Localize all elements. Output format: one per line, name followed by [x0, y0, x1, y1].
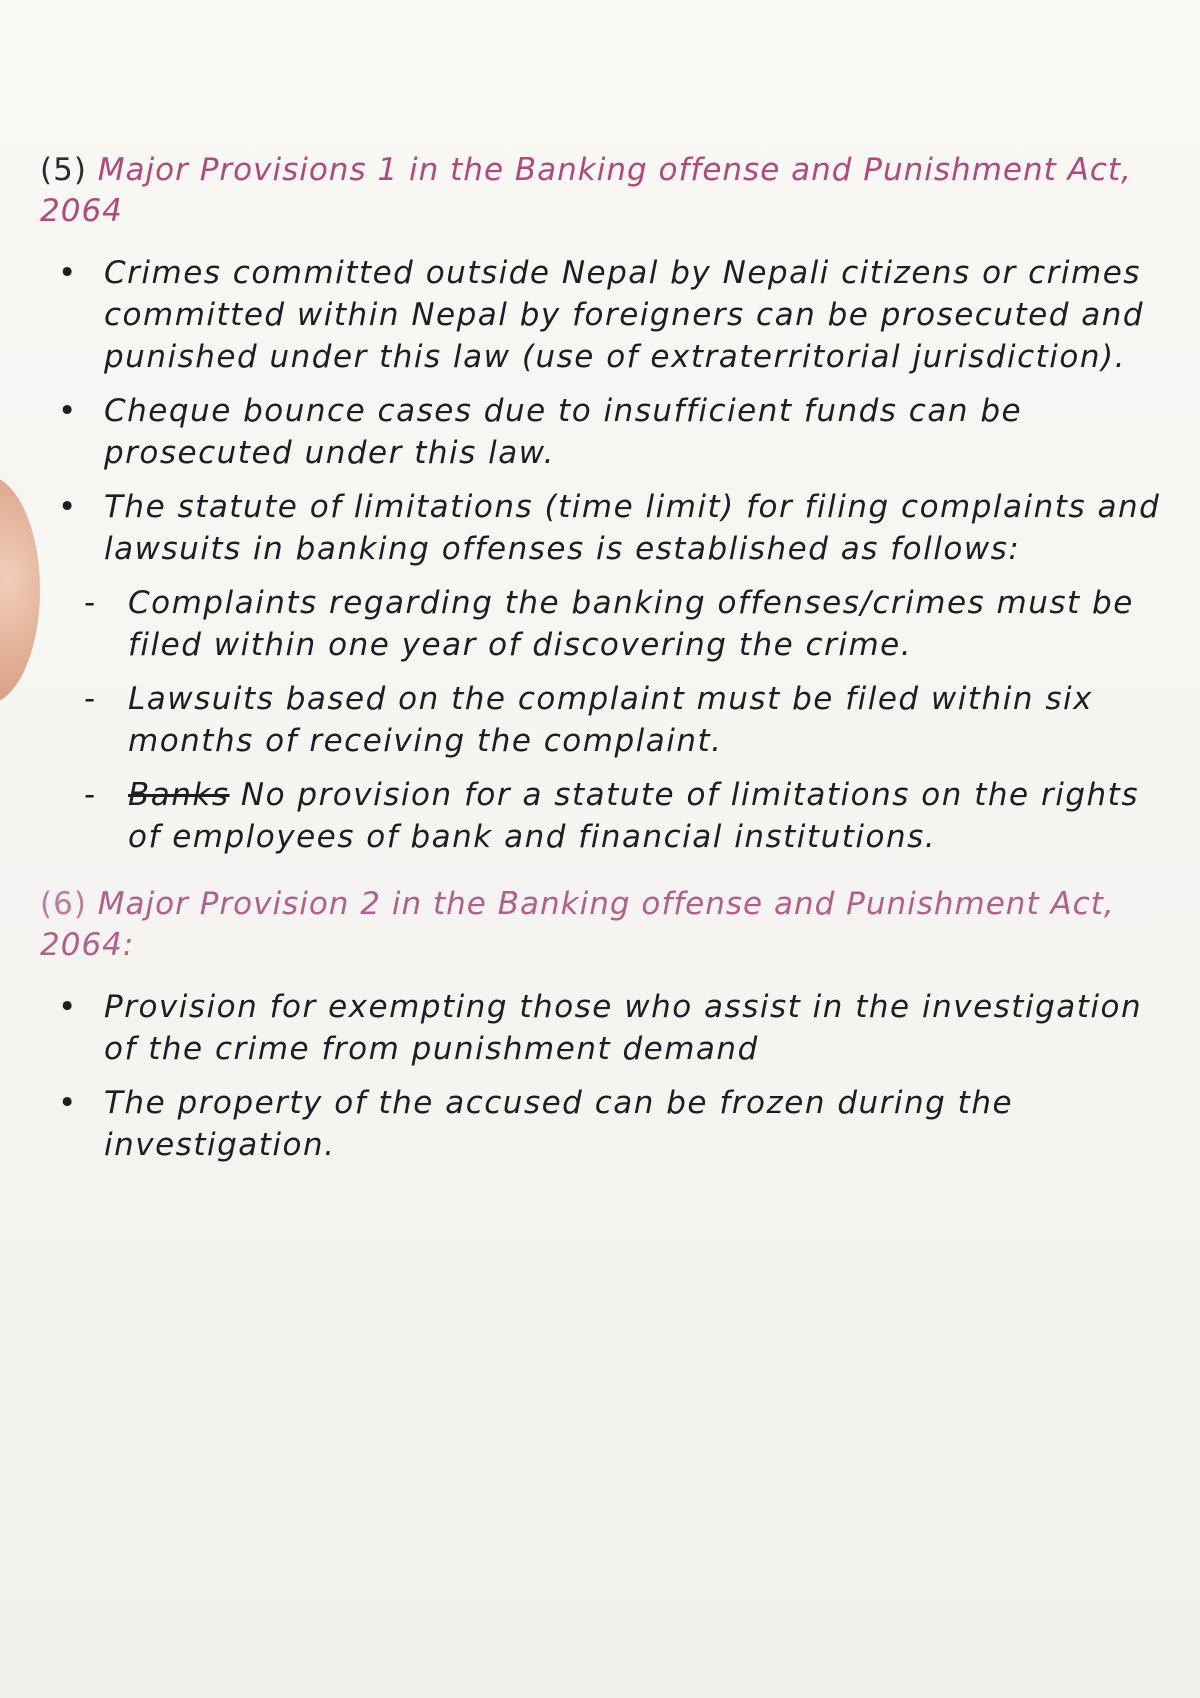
section-6-list — [40, 986, 1170, 1166]
bullet-marker: • — [58, 393, 78, 429]
bullet-marker: • — [58, 489, 78, 525]
list-item-text: No provision for a statute of limitations on the rights of employees of bank and financial institutions. — [128, 777, 1139, 855]
dash-marker: - — [84, 585, 97, 621]
list-item-text: Crimes committed outside Nepal by Nepali citizens or crimes committed within Nepal by foreigners can be prosecuted and punished under this law (use of extraterritorial jurisdiction). — [104, 255, 1145, 375]
list-item-text: Complaints regarding the banking offenses/crimes must be filed within one year of discovering the crime. — [128, 585, 1134, 663]
section-6-number: (6) — [40, 886, 87, 922]
list-item — [40, 486, 1170, 570]
list-item — [40, 252, 1170, 378]
section-5-heading — [40, 150, 1170, 232]
struck-out-word: Banks — [128, 777, 230, 813]
section-5-list — [40, 252, 1170, 858]
list-item-text: The statute of limitations (time limit) for filing complaints and lawsuits in banking offenses is established as follows: — [104, 489, 1161, 567]
list-item — [40, 678, 1170, 762]
list-item-text: The property of the accused can be frozen during the investigation. — [104, 1085, 1014, 1163]
bullet-marker: • — [58, 255, 78, 291]
list-item — [40, 1082, 1170, 1166]
section-6-title: Major Provision 2 in the Banking offense and Punishment Act, 2064: — [40, 886, 1115, 963]
list-item — [40, 582, 1170, 666]
bullet-marker: • — [58, 989, 78, 1025]
list-item-text: Lawsuits based on the complaint must be filed within six months of receiving the complaint. — [128, 681, 1093, 759]
list-item-text: Provision for exempting those who assist in the investigation of the crime from punishment demand — [104, 989, 1143, 1067]
bullet-marker: • — [58, 1085, 78, 1121]
handwritten-notes — [40, 150, 1170, 1178]
section-5-title: Major Provisions 1 in the Banking offense and Punishment Act, 2064 — [40, 152, 1132, 229]
section-6-heading — [40, 884, 1170, 966]
list-item — [40, 774, 1170, 858]
list-item — [40, 390, 1170, 474]
list-item-text: Cheque bounce cases due to insufficient funds can be prosecuted under this law. — [104, 393, 1023, 471]
finger-edge — [0, 475, 40, 705]
dash-marker: - — [84, 681, 97, 717]
dash-marker: - — [84, 777, 97, 813]
section-5-number: (5) — [40, 152, 87, 188]
list-item — [40, 986, 1170, 1070]
